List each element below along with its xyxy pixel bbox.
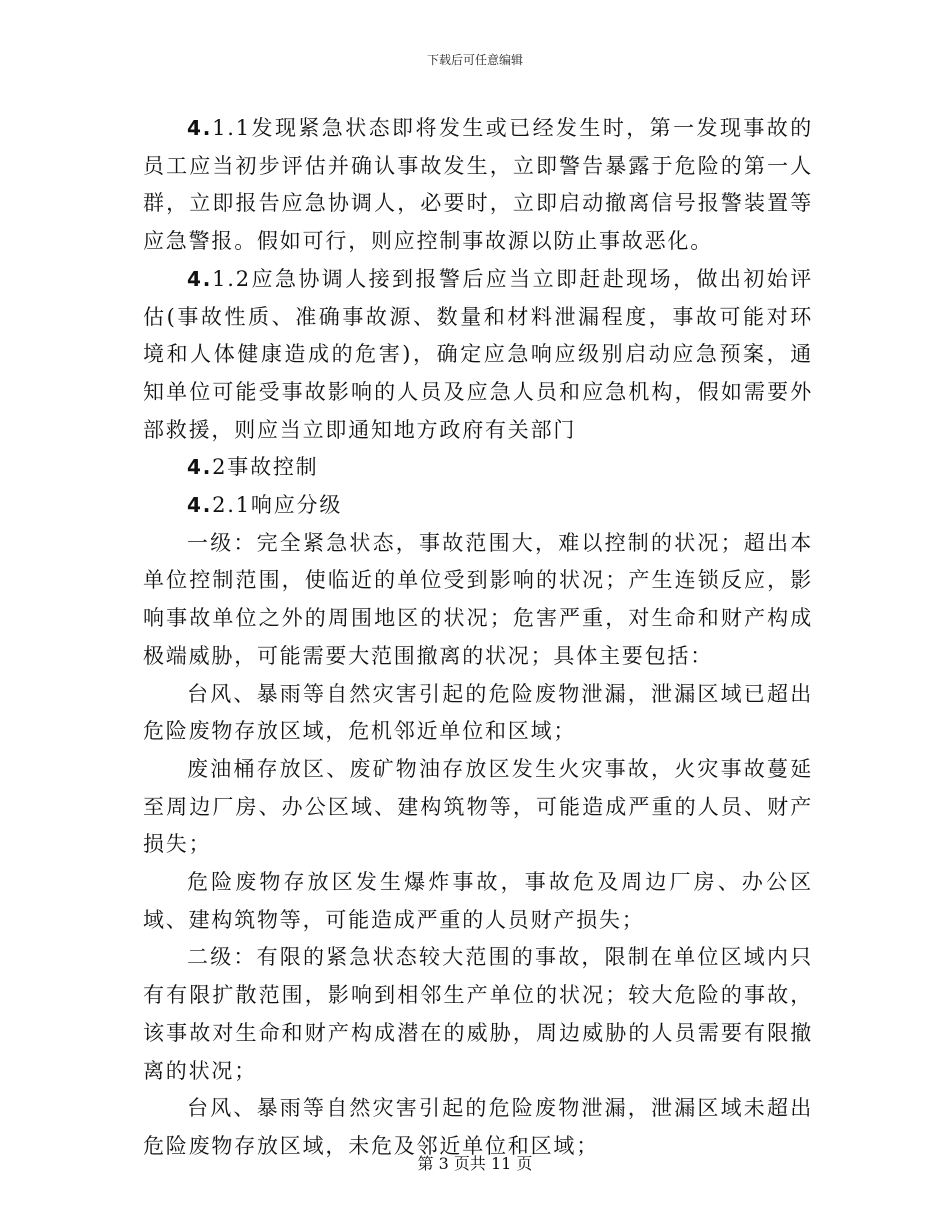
paragraph-text: 1.1发现紧急状态即将发生或已经发生时，第一发现事故的员工应当初步评估并确认事故发生，立即警告暴露于危险的第一人群，立即报告应急协调人，必要时，立即启动撤离信号报警装置等应急警报。假如可行，则应控制事故源以防止事故恶化。 [143,116,813,254]
paragraph [143,261,813,450]
subsection-heading-text: 2.1响应分级 [212,493,343,518]
paragraph-text: 1.2应急协调人接到报警后应当立即赶赴现场，做出初始评估(事故性质、准确事故源、数量和材料泄漏程度，事故可能对环境和人体健康造成的危害)，确定应急响应级别启动应急预案，通知单位可能受事故影响的人员及应急人员和应急机构，假如需要外部救援，则应当立即通知地方政府有关部门 [143,266,813,442]
paragraph-text: 危险废物存放区发生爆炸事故，事故危及周边厂房、办公区域、建构筑物等，可能造成严重的人员财产损失； [143,870,813,932]
paragraph [143,939,813,1090]
section-number-prefix: 4. [187,493,213,518]
paragraph [143,110,813,261]
paragraph [143,676,813,751]
section-number-prefix: 4. [187,266,213,291]
paragraph-text: 台风、暴雨等自然灾害引起的危险废物泄漏，泄漏区域未超出危险废物存放区域，未危及邻近单位和区域； [143,1096,813,1158]
subsection-heading [143,487,813,525]
section-heading [143,449,813,487]
section-number-prefix: 4. [187,116,213,140]
paragraph-text: 一级：完全紧急状态，事故范围大，难以控制的状况；超出本单位控制范围，使临近的单位受到影响的状况；产生连锁反应，影响事故单位之外的周围地区的状况；危害严重，对生命和财产构成极端威胁，可能需要大范围撤离的状况；具体主要包括： [143,530,813,668]
section-heading-text: 2事故控制 [212,455,319,480]
paragraph [143,864,813,939]
page-footer: 第 3 页共 11 页 [417,1154,533,1173]
paragraph [143,525,813,676]
page-header: 下载后可任意编辑 [426,53,523,67]
paragraph-text: 台风、暴雨等自然灾害引起的危险废物泄漏，泄漏区域已超出危险废物存放区域，危机邻近单位和区域； [143,681,813,744]
paragraph-text: 废油桶存放区、废矿物油存放区发生火灾事故，火灾事故蔓延至周边厂房、办公区域、建构筑物等，可能造成严重的人员、财产损失； [143,756,813,857]
paragraph-text: 二级：有限的紧急状态较大范围的事故，限制在单位区域内只有有限扩散范围，影响到相邻生产单位的状况；较大危险的事故，该事故对生命和财产构成潜在的威胁，周边威胁的人员需要有限撤离的状况； [143,945,813,1083]
section-number-prefix: 4. [187,455,213,480]
document-body [143,110,813,1166]
paragraph [143,751,813,864]
